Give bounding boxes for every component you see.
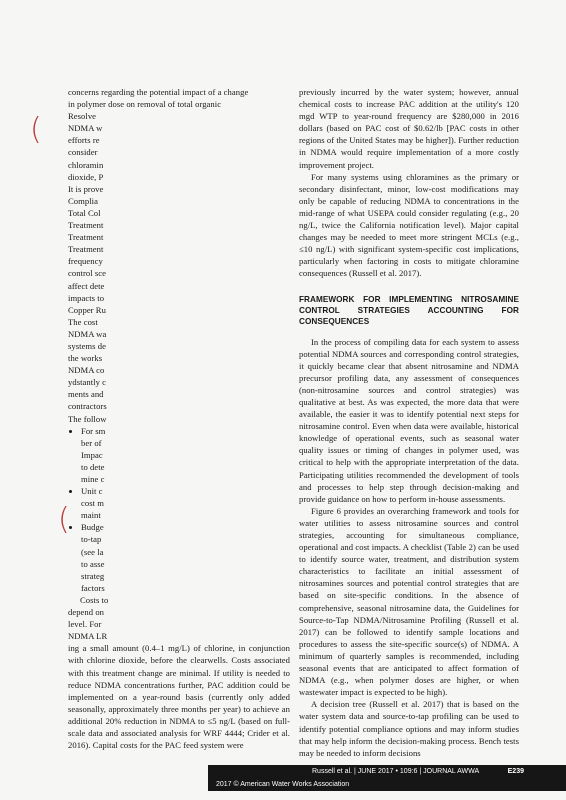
left-bullet-fragment-line: maint bbox=[81, 510, 101, 521]
left-column bbox=[68, 86, 290, 751]
left-fragment-line: NDMA w bbox=[68, 123, 103, 134]
punch-hole-mark-top: ( bbox=[30, 112, 42, 147]
left-after-fragment-line: depend on bbox=[68, 607, 105, 618]
left-fragment-line: control sce bbox=[68, 268, 107, 279]
left-fragment-line: Complia bbox=[68, 195, 98, 206]
left-bullet-fragment-line: (see la bbox=[81, 546, 104, 557]
left-bullet-fragment-line: Impac bbox=[81, 449, 103, 460]
left-bullet-fragment-line: factors bbox=[81, 582, 105, 593]
right-paragraph-3: In the process of compiling data for each system to assess potential NDMA sources and corresponding control strategies, it quickly became clear that absent nitrosamine and NDMA precursor profiling data, any assessment of consequences (non-nitrosamine sources and control strategies) was qualitative at best. As was expected, the more data that were available, the easier it was to identify potential next steps for nitrosamine control. Even when data were available, historical knowledge of operational events, such as seasonal water quality issues or timing of changes in polymer used, was critical to help with the appropriate interpretation of the data. Participating utilities recommended the development of tools and processes to help step through decision-making and provide guidance on how to perform in-house assessments. bbox=[299, 336, 519, 504]
left-after-fragments bbox=[68, 594, 290, 642]
left-fragment-line: ments and bbox=[68, 389, 104, 400]
right-column bbox=[299, 86, 519, 759]
left-fragment-line: contractors bbox=[68, 401, 107, 412]
left-fragment-line: The cost bbox=[68, 316, 98, 327]
left-fragment-line: affect dete bbox=[68, 280, 105, 291]
left-bullet-fragment-line: cost m bbox=[81, 498, 104, 509]
section-heading: FRAMEWORK FOR IMPLEMENTING NITROSAMINE CONTROL STRATEGIES ACCOUNTING FOR CONSEQUENCES bbox=[299, 294, 519, 326]
left-fragment-line: It is prove bbox=[68, 183, 104, 194]
left-after-fragment-line: NDMA LR bbox=[68, 631, 108, 642]
left-fragment-line: frequency bbox=[68, 256, 103, 267]
left-bullet-fragment-line: to-tap bbox=[81, 534, 102, 545]
left-bottom-paragraph: ing a small amount (0.4–1 mg/L) of chlorine, in conjunction with chlorine dioxide, before the clearwells. Costs associated with this treatment change are minimal. If utility is needed to reduce NDMA concentrations further, PAC addition could be implemented on a year-round basis (currently only added seasonally, approximately three months per year) to achieve an additional 20% reduction in NDMA to ≤5 ng/L (based on full-scale data and associated analysis for WRF 4444; Crider et al. 2016). Capital costs for the PAC feed system were bbox=[68, 643, 290, 751]
left-bullet-fragment-line: mine c bbox=[81, 474, 105, 484]
left-top-line-1: concerns regarding the potential impact of a change bbox=[68, 87, 249, 97]
right-paragraph-4: Figure 6 provides an overarching framework and tools for water utilities to assess nitrosamine sources and control strategies, accounting for simultaneous compliance, operational and cost impacts. A checklist (Table 2) can be used to identify source water, treatment, and distribution system characteristics to facilitate an initial assessment of nitrosamines sources and potential control strategies that are based on site-specific conditions. In the absence of comprehensive, seasonal nitrosamine data, the Guidelines for Source-to-Tap NDMA/Nitrosamine Profiling (Russell et al. 2017) can be followed to identify sample locations and procedures to assess the site-specific source(s) of NDMA. A minimum of quarterly samples is recommended, including seasonal events that are anticipated to affect formation of NDMA (e.g., when polymer doses are higher, or when wastewater impact is expected to be high). bbox=[299, 505, 519, 698]
right-paragraph-2: For many systems using chloramines as the primary or secondary disinfectant, minor, low-cost modifications may only be capable of reducing NDMA to concentrations in the mid-range of what USEPA could consider regulating (e.g., 20 ng/L, twice the California notification level). Major capital changes may be needed to meet more stringent MCLs (e.g., ≤10 ng/L) with significant system-specific cost implications, particularly when factoring in costs to mitigate chloramine consequences (Russell et al. 2017). bbox=[299, 171, 519, 279]
right-paragraph-1: previously incurred by the water system; however, annual chemical costs to increase PAC addition at the utility's 120 mgd WTP to year-round frequency are $280,000 in 2016 dollars (based on PAC cost of $0.62/lb [PAC costs in other regions of the United States may be higher]). Further reduction in NDMA would require implementation of a more costly improvement project. bbox=[299, 87, 519, 170]
copyright-bar: 2017 © American Water Works Association bbox=[208, 779, 566, 791]
left-fragment-line: impacts to bbox=[68, 292, 105, 303]
left-top-line-2: in polymer dose on removal of total organic bbox=[68, 99, 222, 110]
left-fragment-line: systems de bbox=[68, 340, 106, 351]
left-fragment-line: consider bbox=[68, 147, 98, 158]
left-fragment-line: chloramin bbox=[68, 159, 104, 170]
left-fragment-line: Total Col bbox=[68, 207, 101, 218]
left-fragment-line: Treatment bbox=[68, 244, 104, 255]
left-bullet-fragment-line: • Unit c bbox=[81, 485, 290, 497]
left-bullet-fragment-line: • For sm bbox=[81, 425, 290, 437]
page-number: E239 bbox=[507, 768, 524, 775]
running-head: Russell et al. | JUNE 2017 • 109:6 | JOURNAL AWWA bbox=[312, 768, 480, 775]
left-fragment-line: ydstantly c bbox=[68, 377, 107, 388]
left-after-fragment-line: Costs to bbox=[80, 594, 109, 605]
left-bullet-fragments bbox=[68, 425, 290, 594]
left-bullet-fragment-line: ber of bbox=[81, 437, 102, 448]
left-fragment-line: efforts re bbox=[68, 135, 100, 146]
left-bullet-fragment-line: strateg bbox=[81, 570, 105, 581]
left-fragment-line: Copper Ru bbox=[68, 304, 106, 315]
left-fragment-line: NDMA wa bbox=[68, 328, 107, 339]
left-fragment-line: The follow bbox=[68, 413, 107, 424]
left-bullet-fragment-line: • Budge bbox=[81, 521, 290, 533]
punch-hole-mark-bottom: ( bbox=[58, 502, 70, 537]
left-after-fragment-line: level. For bbox=[68, 619, 102, 630]
footer-bar bbox=[208, 765, 566, 779]
left-fragment-line: NDMA co bbox=[68, 365, 105, 376]
left-fragment-line: dioxide, P bbox=[68, 171, 104, 182]
right-paragraph-5: A decision tree (Russell et al. 2017) that is based on the water system data and source-to-tap profiling can be used to identify potential compliance options and may inform studies that may help inform the decision-making process. Bench tests may be needed to inform decisions bbox=[299, 699, 519, 758]
left-fragment-line: Resolve bbox=[68, 111, 97, 122]
left-fragment-line: Treatment bbox=[68, 220, 104, 231]
left-bullet-fragment-line: to dete bbox=[81, 461, 105, 472]
left-fragment-line: Treatment bbox=[68, 232, 104, 243]
left-fragment-line: the works bbox=[68, 353, 103, 364]
left-bullet-fragment-line: to asse bbox=[81, 558, 105, 569]
left-fragment-lines bbox=[68, 110, 290, 424]
